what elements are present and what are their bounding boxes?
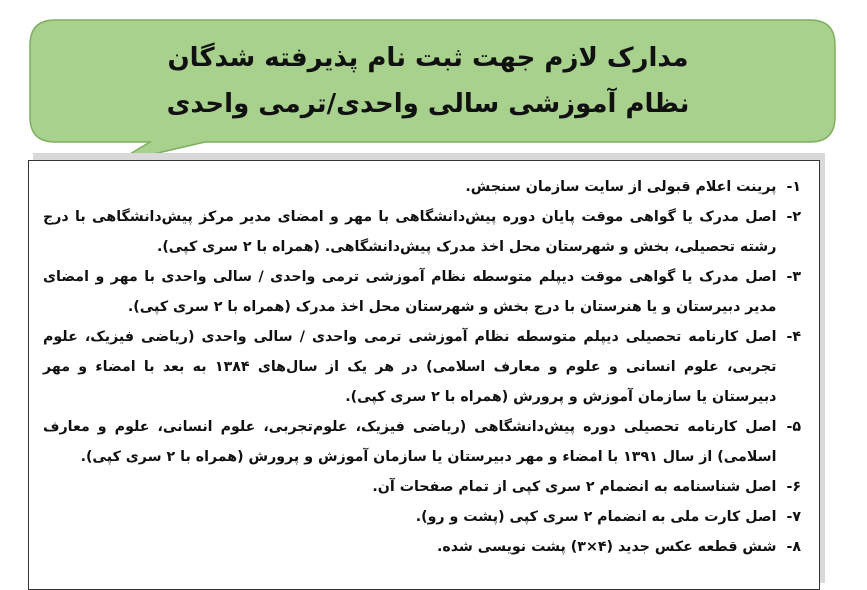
item-text: اصل کارت ملی به انضمام ۲ سری کپی (پشت و رو). xyxy=(415,509,777,525)
list-item xyxy=(43,472,801,502)
item-text: پرینت اعلام قبولی از سایت سازمان سنجش. xyxy=(465,179,777,195)
title-line-1: مدارک لازم جهت ثبت نام پذیرفته شدگان xyxy=(167,42,689,73)
item-text: اصل مدرک یا گواهی موقت دیپلم متوسطه نظام آموزشی ترمی واحدی / سالی واحدی با مهر و امضای مدیر دبیرستان و یا هنرستان با درج بخش و شهرستان محل اخذ مدرک (همراه با ۲ سری کپی). xyxy=(43,269,777,315)
item-number: ۱- xyxy=(786,179,801,195)
list-item xyxy=(43,412,801,472)
item-number: ۵- xyxy=(786,419,801,435)
item-number: ۲- xyxy=(786,209,801,225)
item-text: اصل شناسنامه به انضمام ۲ سری کپی از تمام صفحات آن. xyxy=(372,479,777,495)
list-item xyxy=(43,322,801,412)
list-item xyxy=(43,202,801,262)
title-banner xyxy=(0,0,867,175)
item-text: شش قطعه عکس جدید (۴×۳) پشت نویسی شده. xyxy=(436,539,777,555)
item-text: اصل کارنامه تحصیلی دوره پیش‌دانشگاهی (ریاضی فیزیک، علوم‌تجربی، علوم انسانی، علوم و معارف اسلامی) از سال ۱۳۹۱ با امضاء و مهر دبیرستان یا سازمان آموزش و پرورش (همراه با ۲ سری کپی). xyxy=(43,419,777,465)
item-number: ۳- xyxy=(786,269,801,285)
item-number: ۶- xyxy=(786,479,801,495)
item-number: ۷- xyxy=(786,509,801,525)
title-text-block xyxy=(28,18,828,143)
list-item xyxy=(43,532,801,562)
title-line-2: نظام آموزشی سالی واحدی/ترمی واحدی xyxy=(166,88,690,119)
requirements-box xyxy=(28,160,820,590)
list-item xyxy=(43,502,801,532)
item-number: ۸- xyxy=(786,539,801,555)
list-item xyxy=(43,262,801,322)
item-text: اصل کارنامه تحصیلی دیپلم متوسطه نظام آموزشی ترمی واحدی / سالی واحدی (ریاضی فیزیک، علوم تجربی، علوم انسانی و علوم و معارف اسلامی) در هر یک از سال‌های ۱۳۸۴ به بعد با امضاء و مهر دبیرستان یا سازمان آموزش و پرورش (همراه با ۲ سری کپی). xyxy=(43,329,777,405)
list-item xyxy=(43,172,801,202)
item-number: ۴- xyxy=(786,329,801,345)
requirements-list xyxy=(43,172,801,562)
item-text: اصل مدرک یا گواهی موقت پایان دوره پیش‌دانشگاهی با مهر و امضای مدیر مرکز پیش‌دانشگاهی با درج رشته تحصیلی، بخش و شهرستان محل اخذ مدرک پیش‌دانشگاهی. (همراه با ۲ سری کپی). xyxy=(43,209,777,255)
